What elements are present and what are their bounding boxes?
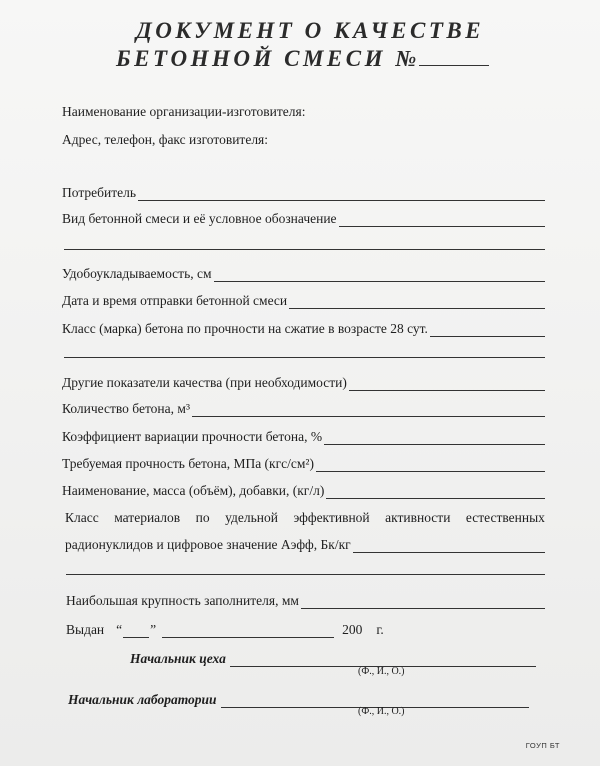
manufacturer-name-label: Наименование организации-изготовителя: bbox=[62, 104, 306, 119]
dispatch-datetime-row bbox=[62, 293, 545, 309]
radionuclide-word: естественных bbox=[465, 510, 545, 525]
issued-year-suffix: г. bbox=[376, 622, 384, 637]
radionuclide-word: эффективной bbox=[293, 510, 370, 525]
dispatch-datetime-field[interactable] bbox=[289, 295, 545, 309]
manufacturer-contacts-label: Адрес, телефон, факс изготовителя: bbox=[62, 132, 269, 147]
shop-head-label: Начальник цеха bbox=[130, 651, 226, 666]
other-indicators-label: Другие показатели качества (при необходимости) bbox=[62, 375, 347, 390]
document-number-field[interactable] bbox=[419, 47, 489, 66]
radionuclide-row bbox=[65, 537, 545, 553]
required-strength-field[interactable] bbox=[316, 458, 545, 472]
mix-type-label: Вид бетонной смеси и её условное обозначение bbox=[62, 211, 337, 226]
number-sign: № bbox=[395, 46, 418, 71]
concrete-amount-label: Количество бетона, м³ bbox=[62, 401, 190, 416]
issued-year: 200 bbox=[342, 622, 363, 637]
shop-head-signature-field[interactable] bbox=[230, 653, 536, 667]
concrete-amount-field[interactable] bbox=[192, 403, 545, 417]
issued-row bbox=[66, 622, 384, 638]
issued-day-field[interactable] bbox=[123, 624, 149, 638]
document-title-text: БЕТОННОЙ СМЕСИ bbox=[116, 46, 387, 71]
radionuclide-field[interactable] bbox=[353, 539, 545, 553]
variation-coefficient-row bbox=[62, 429, 545, 445]
consumer-label: Потребитель bbox=[62, 185, 137, 200]
document-title-line1: ДОКУМЕНТ О КАЧЕСТВЕ bbox=[136, 18, 485, 43]
open-quote: “ bbox=[116, 622, 123, 637]
radionuclide-word: Класс bbox=[65, 510, 99, 525]
mix-type-field-continued[interactable] bbox=[64, 249, 545, 250]
strength-class-row bbox=[62, 321, 545, 337]
additives-label: Наименование, масса (объём), добавки, (кг/л) bbox=[62, 483, 325, 498]
radionuclide-word: по bbox=[195, 510, 210, 525]
strength-class-field[interactable] bbox=[430, 323, 545, 337]
other-indicators-field[interactable] bbox=[349, 377, 545, 391]
lab-head-fio-hint: (Ф., И., О.) bbox=[358, 706, 405, 717]
radionuclide-word: материалов bbox=[114, 510, 181, 525]
consumer-field[interactable] bbox=[138, 187, 545, 201]
shop-head-row bbox=[130, 651, 536, 667]
document-title-line2 bbox=[116, 46, 600, 72]
other-indicators-row bbox=[62, 375, 545, 391]
strength-class-field-continued[interactable] bbox=[64, 357, 545, 358]
strength-class-label: Класс (марка) бетона по прочности на сжатие в возрасте 28 сут. bbox=[62, 321, 428, 336]
radionuclide-word: активности bbox=[385, 510, 451, 525]
radionuclide-field-continued[interactable] bbox=[66, 574, 545, 575]
footer-code: ГОУП БТ bbox=[525, 741, 560, 750]
lab-head-row bbox=[68, 692, 529, 708]
radionuclide-label-line2: радионуклидов и цифровое значение Аэфф, Бк/кг bbox=[65, 537, 351, 552]
dispatch-datetime-label: Дата и время отправки бетонной смеси bbox=[62, 293, 288, 308]
mix-type-field[interactable] bbox=[339, 213, 545, 227]
concrete-amount-row bbox=[62, 401, 545, 417]
mix-type-row bbox=[62, 211, 545, 227]
consumer-row bbox=[62, 185, 545, 201]
max-aggregate-field[interactable] bbox=[301, 595, 545, 609]
workability-field[interactable] bbox=[214, 268, 545, 282]
lab-head-label: Начальник лаборатории bbox=[68, 692, 217, 707]
variation-coefficient-label: Коэффициент вариации прочности бетона, % bbox=[62, 429, 323, 444]
variation-coefficient-field[interactable] bbox=[324, 431, 545, 445]
issued-label: Выдан bbox=[66, 622, 105, 637]
additives-row bbox=[62, 483, 545, 499]
max-aggregate-row bbox=[66, 593, 545, 609]
required-strength-row bbox=[62, 456, 545, 472]
shop-head-fio-hint: (Ф., И., О.) bbox=[358, 666, 405, 677]
workability-label: Удобоукладываемость, см bbox=[62, 266, 212, 281]
workability-row bbox=[62, 266, 545, 282]
additives-field[interactable] bbox=[326, 485, 545, 499]
max-aggregate-label: Наибольшая крупность заполнителя, мм bbox=[66, 593, 299, 608]
radionuclide-word: удельной bbox=[225, 510, 278, 525]
required-strength-label: Требуемая прочность бетона, МПа (кгс/см²) bbox=[62, 456, 314, 471]
issued-month-field[interactable] bbox=[162, 624, 334, 638]
close-quote: ” bbox=[150, 622, 157, 637]
radionuclide-label-line1 bbox=[65, 510, 545, 526]
